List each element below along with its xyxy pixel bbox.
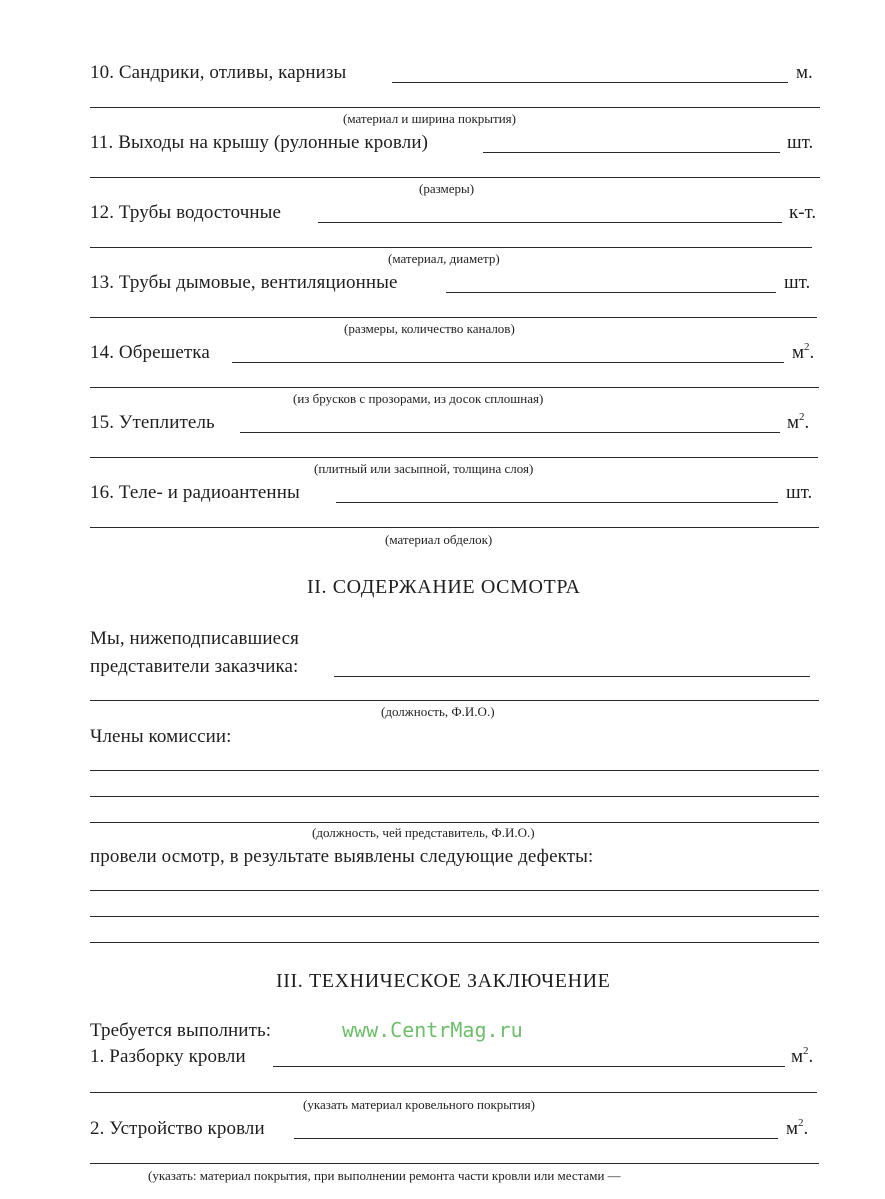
customer-reps-fill-line <box>334 676 810 677</box>
item-14-label: 14. Обрешетка <box>90 342 210 363</box>
roof-dismantling-fill-line <box>273 1066 785 1067</box>
customer-reps-second-line <box>90 700 819 701</box>
item-11-unit: шт. <box>787 132 814 153</box>
item-16-caption: (материал обделок) <box>385 532 493 547</box>
item-12-second-line <box>90 247 812 248</box>
item-12-unit: к-т. <box>789 202 817 223</box>
roof-installation-second-line <box>90 1163 819 1164</box>
roof-dismantling-unit: $м^2$. <box>791 1045 814 1067</box>
item-10-label: 10. Сандрики, отливы, карнизы <box>90 62 347 83</box>
roof-dismantling-label: 1. Разборку кровли <box>90 1046 246 1067</box>
item-16-fill-line <box>336 502 778 503</box>
item-13-caption: (размеры, количество каналов) <box>344 321 515 336</box>
roof-installation-caption: (указать: материал покрытия, при выполнении ремонта части кровли или местами — <box>148 1168 621 1183</box>
item-13-fill-line <box>446 292 776 293</box>
defects-line: провели осмотр, в результате выявлены следующие дефекты: <box>90 846 594 867</box>
item-13-second-line <box>90 317 817 318</box>
item-16-second-line <box>90 527 819 528</box>
item-15-unit: $м^2$. <box>787 411 810 433</box>
commission-caption: (должность, чей представитель, Ф.И.О.) <box>312 825 535 840</box>
item-16-unit: шт. <box>786 482 813 503</box>
item-14-fill-line <box>232 362 784 363</box>
item-15-label: 15. Утеплитель <box>90 412 215 433</box>
item-12-fill-line <box>318 222 782 223</box>
section-2-intro-line2: представители заказчика: <box>90 656 299 677</box>
item-15-caption: (плитный или засыпной, толщина слоя) <box>314 461 534 476</box>
item-13-label: 13. Трубы дымовые, вентиляционные <box>90 272 398 293</box>
section-2-intro-line1: Мы, нижеподписавшиеся <box>90 628 299 649</box>
commission-line-2 <box>90 796 819 797</box>
item-10-second-line <box>90 107 820 108</box>
item-10-caption: (материал и ширина покрытия) <box>343 111 516 126</box>
item-11-fill-line <box>483 152 780 153</box>
roof-installation-label: 2. Устройство кровли <box>90 1118 265 1139</box>
item-16-label: 16. Теле- и радиоантенны <box>90 482 300 503</box>
section-3-heading: III. ТЕХНИЧЕСКОЕ ЗАКЛЮЧЕНИЕ <box>276 970 611 992</box>
roof-installation-unit: $м^2$. <box>786 1117 809 1139</box>
item-13-unit: шт. <box>784 272 811 293</box>
commission-line-1 <box>90 770 819 771</box>
required-label: Требуется выполнить: <box>90 1020 272 1041</box>
item-10-unit: м. <box>796 62 813 83</box>
item-15-second-line <box>90 457 818 458</box>
item-12-label: 12. Трубы водосточные <box>90 202 282 223</box>
roof-dismantling-caption: (указать материал кровельного покрытия) <box>303 1097 535 1112</box>
defects-line-2 <box>90 916 819 917</box>
item-14-unit: $м^2$. <box>792 341 815 363</box>
roof-installation-fill-line <box>294 1138 778 1139</box>
defects-line-1 <box>90 890 819 891</box>
item-11-label: 11. Выходы на крышу (рулонные кровли) <box>90 132 429 153</box>
item-11-second-line <box>90 177 820 178</box>
commission-line-3 <box>90 822 819 823</box>
section-2-heading: II. СОДЕРЖАНИЕ ОСМОТРА <box>307 576 581 598</box>
item-14-caption: (из брусков с прозорами, из досок сплошная) <box>293 391 544 406</box>
item-11-caption: (размеры) <box>419 181 475 196</box>
customer-reps-caption: (должность, Ф.И.О.) <box>381 704 495 719</box>
commission-members-label: Члены комиссии: <box>90 726 232 747</box>
item-15-fill-line <box>240 432 780 433</box>
watermark: www.CentrMag.ru <box>342 1018 523 1042</box>
roof-dismantling-second-line <box>90 1092 817 1093</box>
item-14-second-line <box>90 387 819 388</box>
defects-line-3 <box>90 942 819 943</box>
item-10-fill-line <box>392 82 788 83</box>
item-12-caption: (материал, диаметр) <box>388 251 500 266</box>
